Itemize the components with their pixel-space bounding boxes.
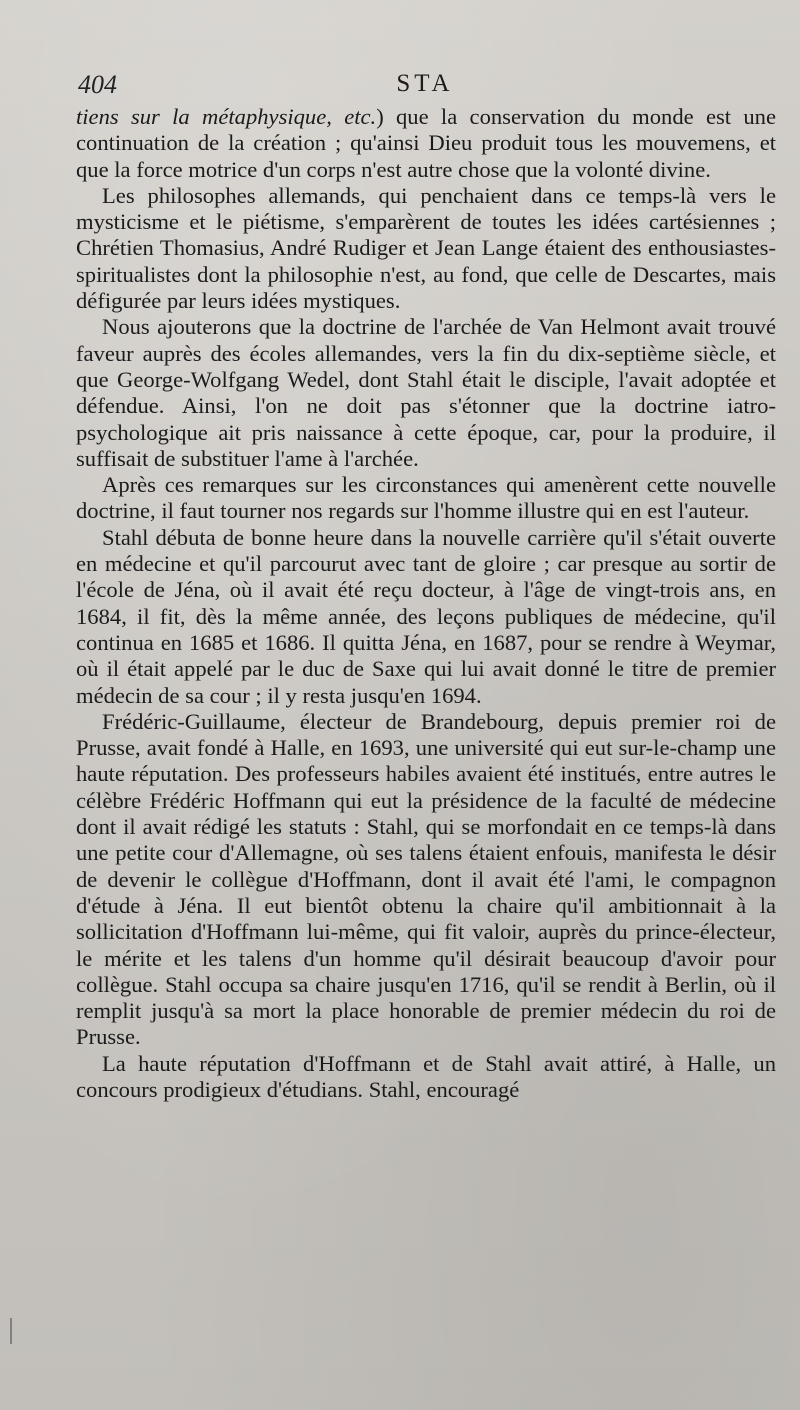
paragraph-continuation [76,104,776,183]
body-text [76,104,776,1103]
paragraph: La haute réputation d'Hoffmann et de Stahl avait attiré, à Halle, un concours prodigieux d'étudians. Stahl, encouragé [76,1050,776,1102]
paragraph: Les philosophes allemands, qui penchaient dans ce temps-là vers le mysticisme et le piétisme, s'emparèrent de toutes les idées cartésiennes ; Chrétien Thomasius, André Rudiger et Jean Lange étaient des enthousiastes-spiritualistes dont la philosophie n'est, au fond, que celle de Descartes, mais défigurée par leurs idées mystiques. [76,182,776,314]
paragraph-text: ) que la conservation du monde est une continuation de la création ; qu'ainsi Dieu produit tous les mouvemens, et que la force motrice d'un corps n'est autre chose que la volonté divine. [76,104,776,182]
margin-mark [10,1318,12,1344]
paragraph: Nous ajouterons que la doctrine de l'archée de Van Helmont avait trouvé faveur auprès des écoles allemandes, vers la fin du dix-septième siècle, et que George-Wolfgang Wedel, dont Stahl était le disciple, l'avait adoptée et défendue. Ainsi, l'on ne doit pas s'étonner que la doctrine iatro-psychologique ait pris naissance à cette époque, car, pour la produire, il suffisait de substituer l'ame à l'archée. [76,314,776,471]
paragraph: Stahl débuta de bonne heure dans la nouvelle carrière qu'il s'était ouverte en médecine et qu'il parcourut avec tant de gloire ; car presque au sortir de l'école de Jéna, où il avait été reçu docteur, à l'âge de vingt-trois ans, en 1684, il fit, dès la même année, des leçons publiques de médecine, qu'il continua en 1685 et 1686. Il quitta Jéna, en 1687, pour se rendre à Weymar, où il était appelé par le duc de Saxe qui lui avait donné le titre de premier médecin de sa cour ; il y resta jusqu'en 1694. [76,524,776,708]
paragraph: Après ces remarques sur les circonstances qui amenèrent cette nouvelle doctrine, il faut tourner nos regards sur l'homme illustre qui en est l'auteur. [76,472,776,524]
running-head: STA [396,70,454,97]
page-header [74,70,776,104]
paragraph: Frédéric-Guillaume, électeur de Brandebourg, depuis premier roi de Prusse, avait fondé à Halle, en 1693, une université qui eut sur-le-champ une haute réputation. Des professeurs habiles avaient été institués, entre autres le célèbre Frédéric Hoffmann qui eut la présidence de la faculté de médecine dont il avait rédigé les statuts : Stahl, qui se morfondait en ce temps-là dans une petite cour d'Allemagne, où ses talens étaient enfouis, manifesta le désir de devenir le collègue d'Hoffmann, dont il avait été l'ami, le compagnon d'étude à Jéna. Il eut bientôt obtenu la chaire qu'il ambitionnait à la sollicitation d'Hoffmann lui-même, qui fit valoir, auprès du prince-électeur, le mérite et les talens d'un homme qu'il désirait beaucoup d'avoir pour collègue. Stahl occupa sa chaire jusqu'en 1716, qu'il se rendit à Berlin, où il remplit jusqu'à sa mort la place honorable de premier médecin du roi de Prusse. [76,708,776,1050]
italic-title-fragment: tiens sur la métaphysique, etc. [76,104,377,129]
page-number: 404 [78,70,117,99]
